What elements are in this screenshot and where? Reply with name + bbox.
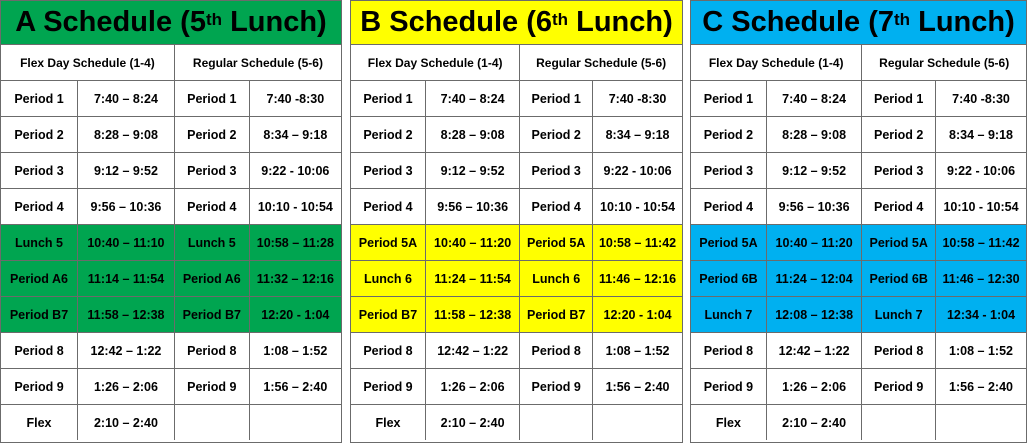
schedule-row [351, 405, 682, 441]
schedule-row [351, 153, 682, 189]
schedule-row [1, 189, 341, 225]
regular-time: 10:10 - 10:54 [249, 189, 341, 225]
regular-period-label: Period 4 [174, 189, 249, 225]
flex-time: 9:12 – 9:52 [78, 153, 175, 189]
flex-period-label: Period 1 [351, 81, 425, 117]
regular-period-label: Period 4 [520, 189, 593, 225]
regular-time: 10:10 - 10:54 [593, 189, 682, 225]
regular-period-label: Period 6B [862, 261, 936, 297]
regular-time: 9:22 - 10:06 [249, 153, 341, 189]
schedule-row [1, 369, 341, 405]
flex-day-header: Flex Day Schedule (1-4) [1, 45, 174, 81]
regular-period-label: Period 4 [862, 189, 936, 225]
flex-period-label: Period 2 [1, 117, 78, 153]
schedule-row [691, 117, 1026, 153]
schedule-row [1, 117, 341, 153]
flex-time: 7:40 – 8:24 [78, 81, 175, 117]
regular-period-label: Period 5A [520, 225, 593, 261]
schedule-c [690, 0, 1027, 443]
regular-period-label: Period 5A [862, 225, 936, 261]
regular-time: 11:32 – 12:16 [249, 261, 341, 297]
regular-time: 1:08 – 1:52 [936, 333, 1026, 369]
regular-period-label: Period 8 [862, 333, 936, 369]
flex-period-label: Period 3 [351, 153, 425, 189]
title-suffix: Lunch) [568, 6, 673, 38]
regular-period-label: Period 8 [174, 333, 249, 369]
schedule-row [351, 333, 682, 369]
flex-time: 9:56 – 10:36 [766, 189, 861, 225]
flex-period-label: Flex [1, 405, 78, 441]
regular-time: 1:56 – 2:40 [249, 369, 341, 405]
flex-period-label: Lunch 5 [1, 225, 78, 261]
regular-period-label: Period 9 [862, 369, 936, 405]
regular-time: 10:58 – 11:42 [936, 225, 1026, 261]
schedule-row [351, 297, 682, 333]
flex-time: 11:58 – 12:38 [78, 297, 175, 333]
regular-time: 7:40 -8:30 [249, 81, 341, 117]
flex-period-label: Flex [351, 405, 425, 441]
flex-period-label: Period A6 [1, 261, 78, 297]
regular-period-label: Lunch 7 [862, 297, 936, 333]
regular-time: 10:58 – 11:28 [249, 225, 341, 261]
regular-time: 8:34 – 9:18 [249, 117, 341, 153]
title-suffix: Lunch) [910, 6, 1015, 38]
regular-period-label [174, 405, 249, 441]
regular-time: 1:08 – 1:52 [593, 333, 682, 369]
flex-period-label: Period 1 [1, 81, 78, 117]
regular-time: 12:20 - 1:04 [249, 297, 341, 333]
regular-period-label [862, 405, 936, 441]
regular-time: 12:20 - 1:04 [593, 297, 682, 333]
title-ordinal: th [894, 9, 911, 29]
regular-period-label: Period B7 [174, 297, 249, 333]
flex-time: 8:28 – 9:08 [766, 117, 861, 153]
schedule-row [1, 261, 341, 297]
schedule-table [1, 45, 341, 440]
flex-time: 2:10 – 2:40 [766, 405, 861, 441]
regular-period-label: Period 1 [520, 81, 593, 117]
flex-time: 1:26 – 2:06 [78, 369, 175, 405]
flex-time: 7:40 – 8:24 [425, 81, 519, 117]
schedule-row [1, 405, 341, 441]
regular-period-label: Period 2 [174, 117, 249, 153]
schedule-row [351, 81, 682, 117]
flex-time: 9:56 – 10:36 [425, 189, 519, 225]
regular-period-label: Period 1 [862, 81, 936, 117]
title-suffix: Lunch) [222, 6, 327, 38]
flex-time: 11:58 – 12:38 [425, 297, 519, 333]
flex-period-label: Flex [691, 405, 766, 441]
regular-period-label: Lunch 5 [174, 225, 249, 261]
regular-time [936, 405, 1026, 441]
regular-time [593, 405, 682, 441]
schedule-row [351, 189, 682, 225]
schedule-row [1, 297, 341, 333]
regular-period-label: Period 3 [520, 153, 593, 189]
flex-period-label: Period 4 [1, 189, 78, 225]
regular-time: 8:34 – 9:18 [936, 117, 1026, 153]
schedule-row [691, 225, 1026, 261]
regular-time: 1:56 – 2:40 [593, 369, 682, 405]
flex-time: 8:28 – 9:08 [425, 117, 519, 153]
regular-time: 1:08 – 1:52 [249, 333, 341, 369]
flex-day-header: Flex Day Schedule (1-4) [691, 45, 862, 81]
flex-period-label: Lunch 7 [691, 297, 766, 333]
regular-period-label: Period 2 [862, 117, 936, 153]
regular-time: 1:56 – 2:40 [936, 369, 1026, 405]
flex-time: 10:40 – 11:10 [78, 225, 175, 261]
flex-time: 8:28 – 9:08 [78, 117, 175, 153]
regular-time: 9:22 - 10:06 [936, 153, 1026, 189]
title-prefix: A Schedule (5 [15, 6, 206, 38]
flex-period-label: Period 8 [1, 333, 78, 369]
schedule-row [351, 117, 682, 153]
title-prefix: B Schedule (6 [360, 6, 553, 38]
flex-period-label: Period 8 [691, 333, 766, 369]
schedule-row [691, 189, 1026, 225]
flex-period-label: Period 8 [351, 333, 425, 369]
header-row [1, 45, 341, 81]
header-row [691, 45, 1026, 81]
schedule-row [691, 369, 1026, 405]
flex-time: 11:14 – 11:54 [78, 261, 175, 297]
flex-period-label: Lunch 6 [351, 261, 425, 297]
regular-period-label: Lunch 6 [520, 261, 593, 297]
flex-time: 1:26 – 2:06 [766, 369, 861, 405]
regular-header: Regular Schedule (5-6) [520, 45, 682, 81]
title-ordinal: th [205, 9, 223, 29]
flex-time: 12:42 – 1:22 [425, 333, 519, 369]
regular-period-label: Period 3 [174, 153, 249, 189]
schedule-title [351, 1, 682, 45]
flex-period-label: Period 2 [351, 117, 425, 153]
regular-time: 12:34 - 1:04 [936, 297, 1026, 333]
flex-period-label: Period 2 [691, 117, 766, 153]
regular-period-label: Period 8 [520, 333, 593, 369]
flex-period-label: Period 5A [351, 225, 425, 261]
flex-time: 9:12 – 9:52 [425, 153, 519, 189]
regular-time: 11:46 – 12:16 [593, 261, 682, 297]
flex-period-label: Period 1 [691, 81, 766, 117]
regular-time [249, 405, 341, 441]
flex-period-label: Period 9 [351, 369, 425, 405]
flex-day-header: Flex Day Schedule (1-4) [351, 45, 520, 81]
regular-time: 10:10 - 10:54 [936, 189, 1026, 225]
schedule-row [351, 369, 682, 405]
flex-period-label: Period B7 [1, 297, 78, 333]
flex-time: 7:40 – 8:24 [766, 81, 861, 117]
regular-period-label: Period 2 [520, 117, 593, 153]
schedule-row [1, 81, 341, 117]
regular-time: 10:58 – 11:42 [593, 225, 682, 261]
schedule-a [0, 0, 342, 443]
regular-time: 11:46 – 12:30 [936, 261, 1026, 297]
title-ordinal: th [552, 9, 569, 29]
flex-time: 9:56 – 10:36 [78, 189, 175, 225]
flex-time: 12:42 – 1:22 [78, 333, 175, 369]
flex-period-label: Period 6B [691, 261, 766, 297]
regular-period-label: Period 1 [174, 81, 249, 117]
flex-period-label: Period 5A [691, 225, 766, 261]
schedule-title [691, 1, 1026, 45]
schedule-row [1, 333, 341, 369]
header-row [351, 45, 682, 81]
title-prefix: C Schedule (7 [702, 6, 895, 38]
schedule-title [1, 1, 341, 45]
flex-time: 11:24 – 11:54 [425, 261, 519, 297]
schedule-row [351, 225, 682, 261]
schedule-row [691, 261, 1026, 297]
schedule-row [1, 153, 341, 189]
flex-period-label: Period 3 [1, 153, 78, 189]
flex-time: 2:10 – 2:40 [78, 405, 175, 441]
regular-period-label: Period B7 [520, 297, 593, 333]
schedule-row [351, 261, 682, 297]
schedule-table [691, 45, 1026, 440]
schedule-row [691, 333, 1026, 369]
flex-time: 9:12 – 9:52 [766, 153, 861, 189]
flex-period-label: Period 9 [1, 369, 78, 405]
regular-period-label: Period A6 [174, 261, 249, 297]
regular-period-label: Period 3 [862, 153, 936, 189]
schedule-row [691, 81, 1026, 117]
regular-time: 8:34 – 9:18 [593, 117, 682, 153]
schedule-row [1, 225, 341, 261]
flex-time: 1:26 – 2:06 [425, 369, 519, 405]
schedule-table [351, 45, 682, 440]
schedule-row [691, 405, 1026, 441]
flex-time: 12:42 – 1:22 [766, 333, 861, 369]
regular-period-label: Period 9 [520, 369, 593, 405]
regular-time: 7:40 -8:30 [936, 81, 1026, 117]
regular-period-label: Period 9 [174, 369, 249, 405]
regular-header: Regular Schedule (5-6) [862, 45, 1026, 81]
regular-time: 7:40 -8:30 [593, 81, 682, 117]
flex-period-label: Period 9 [691, 369, 766, 405]
flex-period-label: Period 4 [691, 189, 766, 225]
flex-time: 10:40 – 11:20 [425, 225, 519, 261]
flex-time: 12:08 – 12:38 [766, 297, 861, 333]
flex-time: 2:10 – 2:40 [425, 405, 519, 441]
flex-time: 10:40 – 11:20 [766, 225, 861, 261]
flex-time: 11:24 – 12:04 [766, 261, 861, 297]
schedule-b [350, 0, 683, 443]
regular-time: 9:22 - 10:06 [593, 153, 682, 189]
schedule-row [691, 297, 1026, 333]
schedule-row [691, 153, 1026, 189]
flex-period-label: Period B7 [351, 297, 425, 333]
flex-period-label: Period 3 [691, 153, 766, 189]
flex-period-label: Period 4 [351, 189, 425, 225]
regular-period-label [520, 405, 593, 441]
regular-header: Regular Schedule (5-6) [174, 45, 341, 81]
